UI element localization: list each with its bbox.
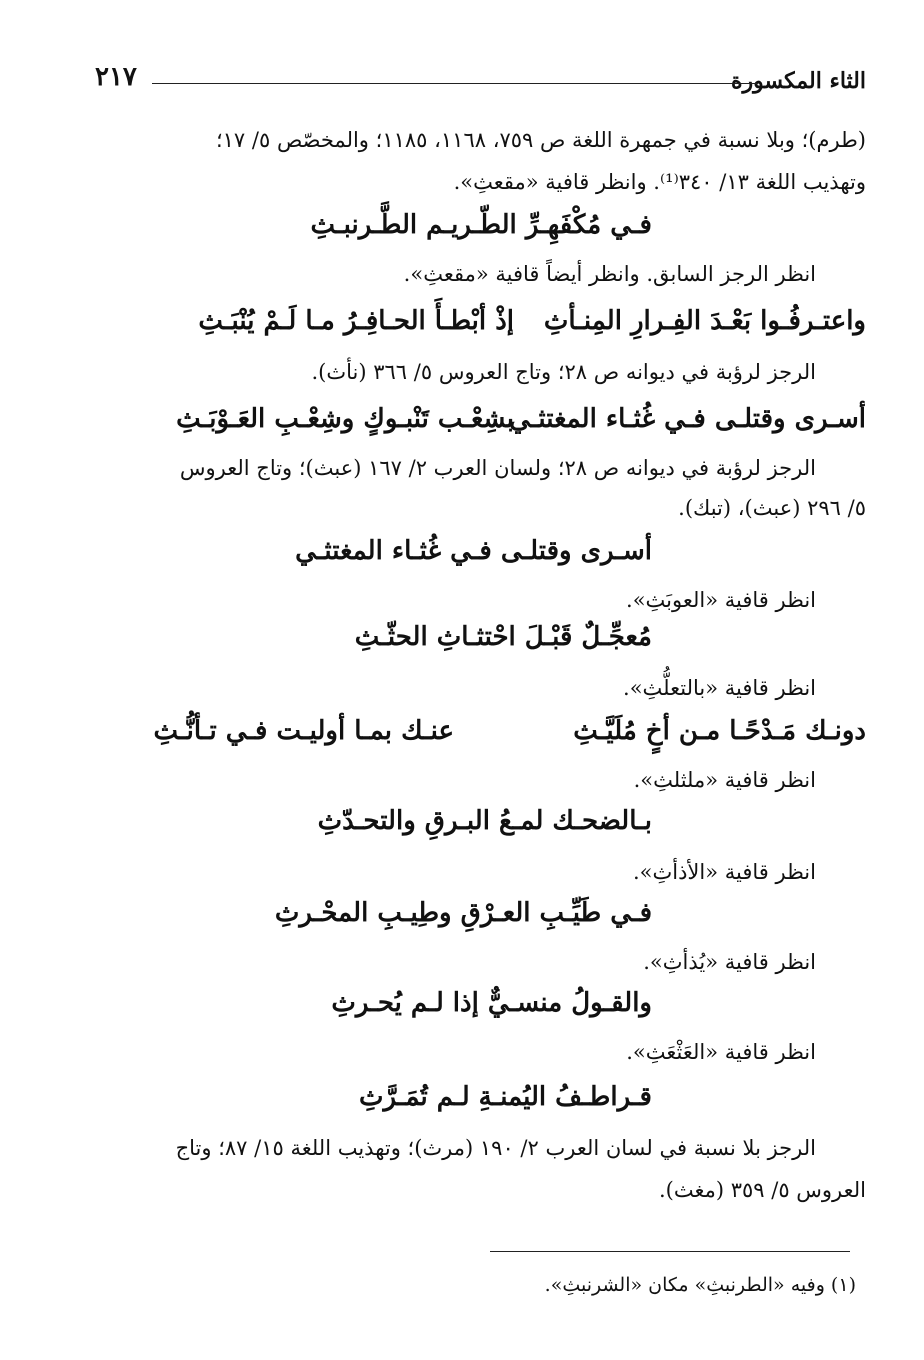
verse-line: قـراطـفُ اليُمنـةِ لـم تُمَـرَّثِ <box>359 1082 652 1112</box>
header-rule <box>152 83 758 84</box>
verse-line: والقـولُ منسـيٌّ إذا لـم يُحـرثِ <box>331 988 652 1018</box>
verse-line: مُعجِّـلٌ قَبْـلَ احْتثـاثِ الحثّـثِ <box>354 622 652 652</box>
verse-line: فـي مُكْفَهِـرِّ الطّـريـم الطَّـرنبـثِ <box>310 210 652 240</box>
verse-hemistich-left: بشِعْـب تَنْبـوكٍ وشِعْـبِ العَـوْبَـثِ <box>176 404 514 434</box>
note-line: انظر قافية «العوبَثِ». <box>626 588 816 612</box>
verse-hemistich-right: أسـرى وقتلـى فـي غُثـاء المغتثـي <box>509 404 866 434</box>
note-line: العروس ٥/ ٣٥٩ (مغث). <box>658 1178 866 1202</box>
text-line: وتهذيب اللغة ١٣/ ٣٤٠⁽¹⁾. وانظر قافية «مقعثِ». <box>453 170 866 194</box>
note-line: انظر قافية «بالتعلُّثِ». <box>623 676 816 700</box>
verse-hemistich-left: عنـك بمـا أوليـت فـي تـأنُّـثِ <box>153 716 454 746</box>
text-line: (طرم)؛ وبلا نسبة في جمهرة اللغة ص ٧٥٩، ١١٦٨، ١١٨٥؛ والمخصّص ٥/ ١٧؛ <box>215 128 866 152</box>
note-line: انظر قافية «الأذأثِ». <box>632 860 816 884</box>
note-line: انظر قافية «ملثلثِ». <box>633 768 816 792</box>
page-number: ٢١٧ <box>95 62 137 92</box>
verse-hemistich-right: واعتـرفُـوا بَعْـدَ الفِـرارِ المِنـأثِ <box>543 306 866 336</box>
note-line: الرجز لرؤبة في ديوانه ص ٢٨؛ وتاج العروس ٥/ ٣٦٦ (نأث). <box>311 360 816 384</box>
verse-hemistich-left: إذْ أبْطـأَ الحـافِـرُ مـا لَـمْ يُنْبَـثِ <box>198 306 514 336</box>
footnote-rule <box>490 1251 850 1252</box>
running-head-title: الثاء المكسورة <box>731 68 866 94</box>
verse-line: فـي طَيِّـبِ العـرْقِ وطِيـبِ المحْـرثِ <box>274 898 652 928</box>
verse-hemistich-right: دونـك مَـدْحًـا مـن أخٍ مُلَيَّـثِ <box>573 716 866 746</box>
note-line: انظر قافية «العَثْعَثِ». <box>626 1040 816 1064</box>
note-line: ٥/ ٢٩٦ (عبث)، (تبك). <box>678 496 866 520</box>
note-line: الرجز بلا نسبة في لسان العرب ٢/ ١٩٠ (مرث)؛ وتهذيب اللغة ١٥/ ٨٧؛ وتاج <box>175 1136 816 1160</box>
note-line: الرجز لرؤبة في ديوانه ص ٢٨؛ ولسان العرب ٢/ ١٦٧ (عبث)؛ وتاج العروس <box>179 456 816 480</box>
note-line: انظر الرجز السابق. وانظر أيضاً قافية «مقعثِ». <box>403 262 816 286</box>
footnote: (١) وفيه «الطرنبثِ» مكان «الشرنبثِ». <box>544 1274 856 1296</box>
verse-line: بـالضحـك لمـعُ البـرقِ والتحـدّثِ <box>317 806 652 836</box>
verse-line: أسـرى وقتلـى فـي غُثـاء المغتثـي <box>295 536 652 566</box>
note-line: انظر قافية «يُذأثِ». <box>643 950 816 974</box>
